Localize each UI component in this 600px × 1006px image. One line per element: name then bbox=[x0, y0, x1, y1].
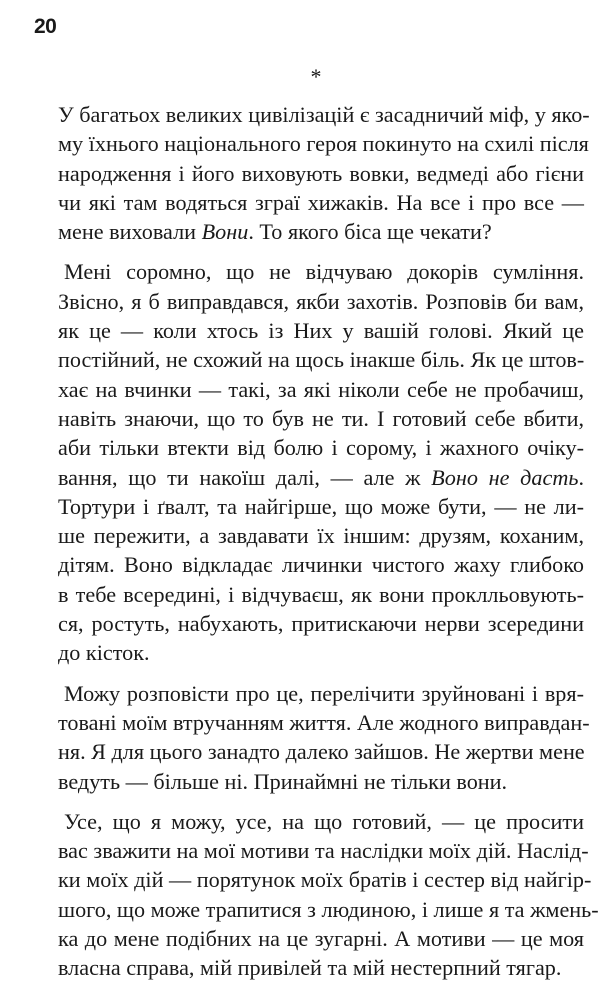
text-line bbox=[58, 433, 584, 462]
text-run: шого, що може трапитися з людиною, і лише я та жмень- bbox=[58, 896, 599, 922]
text-run: ня. Я для цього занадто далеко зайшов. Не жертви мене bbox=[58, 739, 585, 765]
text-run: Мені соромно, що не відчуваю докорів сумління. bbox=[64, 259, 584, 285]
text-line bbox=[58, 375, 584, 404]
text-line bbox=[58, 550, 584, 579]
text-run: . То якого біса ще чекати? bbox=[248, 219, 492, 245]
text-run: мене виховали bbox=[58, 219, 202, 245]
text-run: вас зважити на мої мотиви та наслідки моїх дій. Наслід- bbox=[58, 838, 589, 864]
text-run: вання, що ти накоїш далі, — але ж bbox=[58, 464, 432, 490]
text-run: в тебе всередині, і відчуваєш, як вони проклльовують- bbox=[58, 581, 584, 607]
text-line bbox=[58, 836, 589, 865]
text-line bbox=[58, 924, 584, 953]
text-line bbox=[58, 580, 584, 609]
text-line bbox=[58, 217, 584, 246]
text-run: ки моїх дій — порятунок моїх братів і сестер від найгір- bbox=[58, 867, 592, 893]
text-line bbox=[58, 679, 584, 708]
text-line bbox=[58, 708, 590, 737]
text-line bbox=[58, 100, 590, 129]
text-line bbox=[58, 188, 584, 217]
text-line bbox=[58, 316, 584, 345]
paragraph bbox=[58, 257, 584, 667]
text-line bbox=[58, 953, 584, 982]
text-run: навіть знаючи, що то був не ти. І готовий себе вбити, bbox=[58, 405, 584, 431]
text-run: Тортури і ґвалт, та найгірше, що може бути, — не ли- bbox=[58, 493, 584, 519]
paragraph bbox=[58, 679, 590, 796]
text-line bbox=[58, 129, 589, 158]
section-divider: * bbox=[310, 64, 322, 89]
text-run: хає на вчинки — такі, за які ніколи себе не пробачиш, bbox=[58, 376, 584, 402]
text-run: му їхнього національного героя покинуто на схилі після bbox=[58, 131, 589, 157]
text-run: Усе, що я можу, усе, на що готовий, — це просити bbox=[64, 808, 584, 834]
text-run: аби тільки втекти від болю і сорому, і жахного очіку- bbox=[58, 435, 584, 461]
italic-emphasis: Вони bbox=[201, 219, 249, 245]
text-run: ся, ростуть, набухають, притискаючи нерви зсередини bbox=[58, 611, 584, 637]
text-line bbox=[58, 737, 584, 766]
text-line bbox=[58, 609, 584, 638]
text-line bbox=[58, 638, 584, 667]
text-run: Можу розповісти про це, перелічити зруйновані і вря- bbox=[64, 680, 584, 706]
text-line bbox=[58, 895, 599, 924]
text-run: . bbox=[578, 464, 585, 490]
text-run: чи які там водяться зграї хижаків. На все і про все — bbox=[58, 189, 584, 215]
text-line bbox=[58, 159, 584, 188]
text-line bbox=[58, 463, 584, 492]
text-line bbox=[58, 404, 584, 433]
text-run: У багатьох великих цивілізацій є засадничий міф, у яко- bbox=[58, 102, 590, 127]
text-run: ше пережити, а завдавати їх іншим: друзям, коханим, bbox=[58, 523, 584, 549]
text-line bbox=[58, 345, 584, 374]
text-run: дітям. Воно відкладає личинки чистого жаху глибоко bbox=[58, 552, 584, 578]
text-line bbox=[58, 767, 584, 796]
text-line bbox=[58, 287, 584, 316]
text-run: Звісно, я б виправдався, якби захотів. Розповів би вам, bbox=[58, 288, 584, 314]
text-run: народження і його виховують вовки, ведмеді або гієни bbox=[58, 160, 584, 186]
text-run: власна справа, мій привілей та мій нестерпний тягар. bbox=[58, 955, 562, 981]
text-line bbox=[58, 521, 584, 550]
text-run: ка до мене подібних на це зугарні. А мотиви — це моя bbox=[58, 926, 584, 952]
body-text bbox=[58, 100, 599, 994]
text-run: до кісток. bbox=[58, 640, 150, 666]
text-run: як це — коли хтось із Них у вашій голові. Який це bbox=[58, 318, 584, 344]
text-line bbox=[58, 865, 592, 894]
text-run: товані моїм втручанням життя. Але жодного виправдан- bbox=[58, 709, 590, 735]
text-line bbox=[58, 257, 584, 286]
text-run: ведуть — більше ні. Принаймні не тільки вони. bbox=[58, 768, 508, 794]
paragraph bbox=[58, 807, 599, 983]
page-number: 20 bbox=[34, 15, 57, 38]
paragraph bbox=[58, 100, 590, 246]
italic-emphasis: Воно не дасть bbox=[431, 464, 579, 490]
text-run: постійний, не схожий на щось інакше біль. Як це штов- bbox=[58, 347, 585, 373]
text-line bbox=[58, 807, 584, 836]
text-line bbox=[58, 492, 584, 521]
